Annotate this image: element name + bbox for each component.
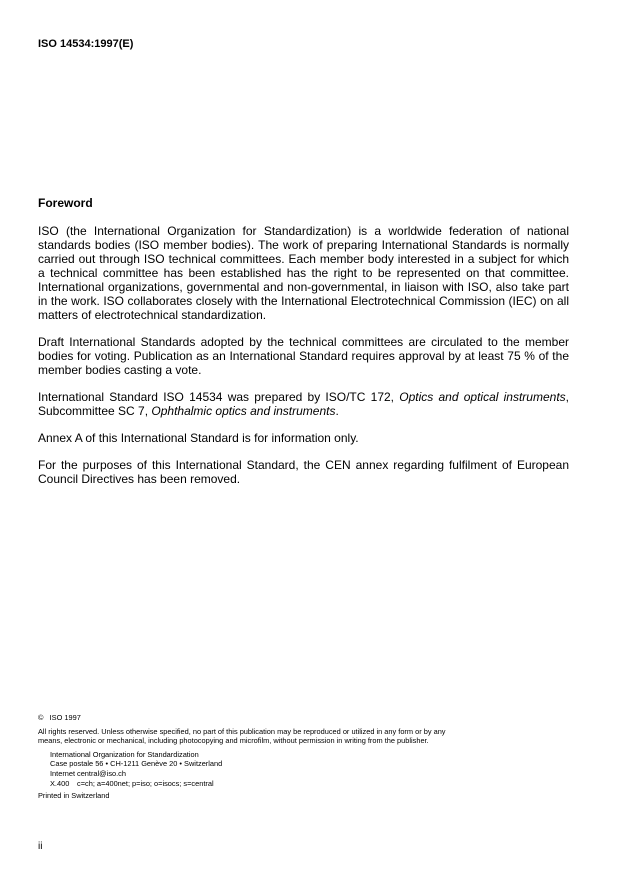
p3-end: . (335, 404, 339, 418)
x400-value: c=ch; a=400net; p=iso; o=isocs; s=central (77, 778, 214, 788)
foreword-paragraph-3 (38, 390, 569, 418)
x400-row (50, 779, 458, 789)
postal-address: Case postale 56 • CH-1211 Genève 20 • Switzerland (50, 759, 223, 769)
org-name: International Organization for Standardization (50, 749, 199, 759)
p3-mid: , Subcommittee SC 7, (38, 390, 569, 418)
foreword-paragraph-2: Draft International Standards adopted by the technical committees are circulated to the member bodies for voting. Publication as an International Standard requires approval by at least 75 % of the member bodies casting a vote. (38, 335, 569, 377)
p3-prefix: International Standard ISO 14534 was prepared by ISO/TC 172, (38, 390, 400, 404)
tc-title: Optics and optical instruments (399, 390, 566, 404)
copyright-holder: ISO 1997 (49, 713, 81, 722)
page-number: ii (38, 841, 43, 852)
publisher-address (38, 750, 458, 788)
internet-label: Internet (50, 768, 76, 778)
copyright-block (38, 713, 458, 801)
internet-row (50, 769, 458, 779)
foreword-paragraph-5: For the purposes of this International Standard, the CEN annex regarding fulfilment of European Council Directives has been removed. (38, 458, 569, 486)
copyright-symbol: © (38, 713, 44, 722)
foreword-paragraph-1: ISO (the International Organization for Standardization) is a worldwide federation of national standards bodies (ISO member bodies). The work of preparing International Standards is normally carried out through ISO technical committees. Each member body interested in a subject for which a technical committee has been established has the right to be represented on that committee. International organizations, governmental and non-governmental, in liaison with ISO, also take part in the work. ISO collaborates closely with the International Electrotechnical Commission (IEC) on all matters of electrotechnical standardization. (38, 224, 569, 322)
foreword-title: Foreword (38, 196, 93, 210)
printed-in: Printed in Switzerland (38, 791, 110, 801)
copyright-line (38, 713, 458, 723)
foreword-section (38, 196, 569, 499)
sc-title: Ophthalmic optics and instruments (151, 404, 336, 418)
x400-label: X.400 (50, 778, 70, 788)
rights-notice: All rights reserved. Unless otherwise specified, no part of this publication may be reproduced or utilized in any form or by any means, electronic or mechanical, including photocopying and microfilm, without permission in writing from the publisher. (38, 726, 446, 746)
internet-value: central@iso.ch (77, 768, 126, 778)
foreword-paragraph-4: Annex A of this International Standard is for information only. (38, 431, 359, 445)
document-id: ISO 14534:1997(E) (38, 38, 134, 50)
